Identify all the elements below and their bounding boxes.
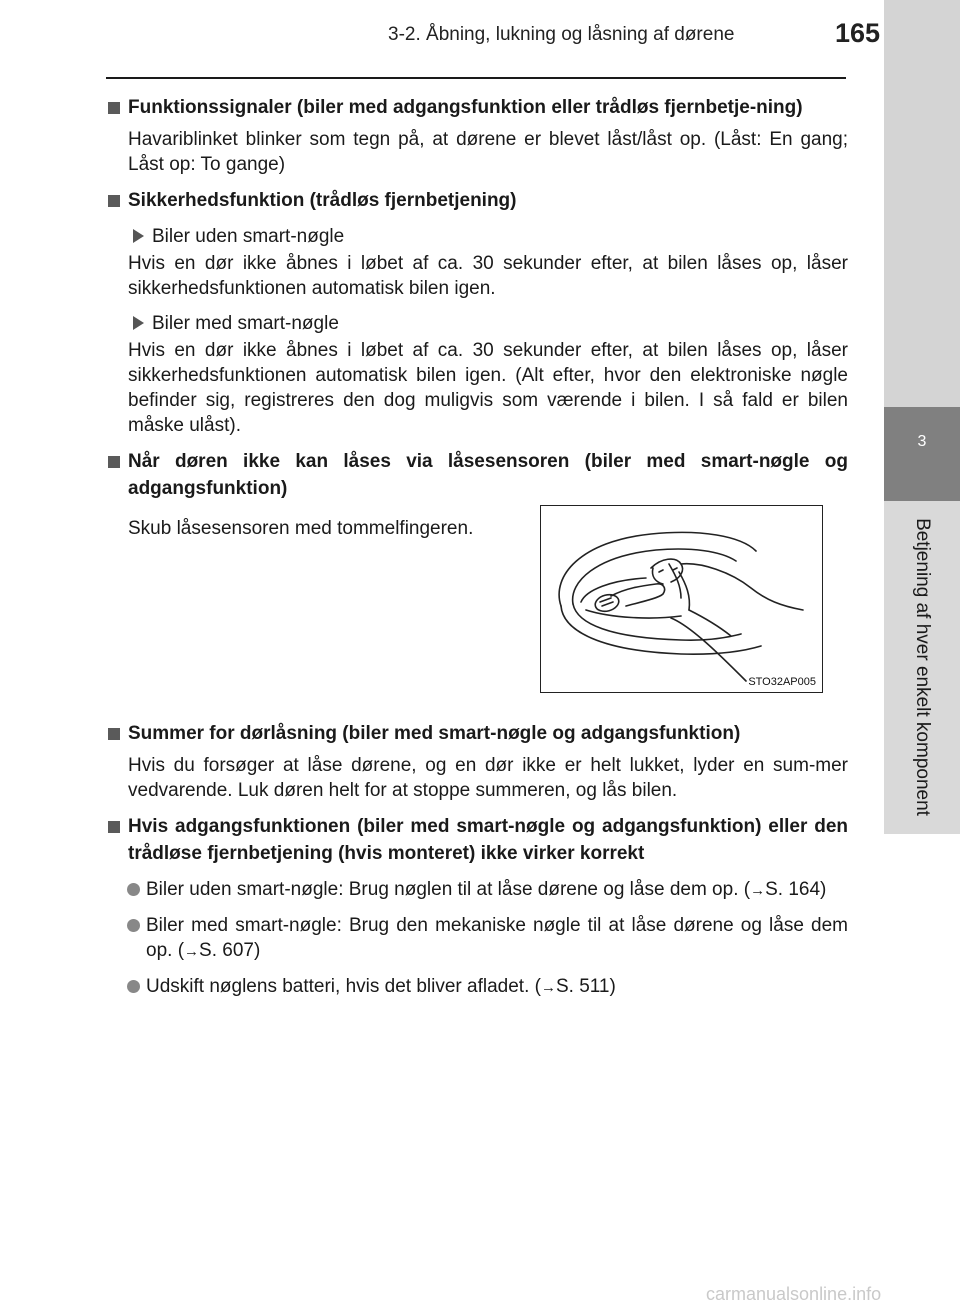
section-heading xyxy=(106,720,848,747)
paragraph: Havariblinket blinker som tegn på, at dørene er blevet låst/låst op. (Låst: En gang; Låst op: To gange) xyxy=(128,129,848,175)
arrow-right-icon: → xyxy=(540,979,556,996)
page-reference[interactable]: S. 164 xyxy=(765,879,821,900)
heading-text: Sikkerhedsfunktion (trådløs fjernbetjening) xyxy=(128,190,517,211)
heading-text: Summer for dørlåsning (biler med smart-nøgle og adgangsfunktion) xyxy=(128,723,741,744)
chapter-side-tab xyxy=(884,0,960,1308)
square-bullet-icon xyxy=(108,195,120,207)
sub-heading-text: Biler med smart-nøgle xyxy=(152,313,339,334)
heading-text: Når døren ikke kan låses via låsesensoren (biler med smart-nøgle og adgangsfunktion) xyxy=(128,451,848,499)
round-bullet-icon xyxy=(127,980,140,993)
list-item: Biler med smart-nøgle: Brug den mekaniske nøgle til at låse dørene og låse dem op. (→S. 607) xyxy=(106,913,848,964)
page-reference[interactable]: S. 511 xyxy=(555,976,610,997)
running-header: 3-2. Åbning, lukning og låsning af dørene xyxy=(388,24,735,45)
section-heading xyxy=(106,94,848,121)
triangle-bullet-icon xyxy=(133,229,144,243)
chapter-title: Betjening af hver enkelt komponent xyxy=(912,518,933,816)
figure-code: STO32AP005 xyxy=(748,676,816,688)
section-heading xyxy=(106,187,848,214)
sub-heading xyxy=(106,311,848,336)
chapter-number: 3 xyxy=(884,407,960,501)
list-item-text: Biler med smart-nøgle: Brug den mekaniske nøgle til at låse dørene og låse dem op. xyxy=(146,915,848,961)
list-item: Biler uden smart-nøgle: Brug nøglen til at låse dørene og låse dem op. (→S. 164) xyxy=(106,877,848,903)
square-bullet-icon xyxy=(108,728,120,740)
arrow-right-icon: → xyxy=(750,882,766,899)
triangle-bullet-icon xyxy=(133,316,144,330)
paragraph: Hvis du forsøger at låse dørene, og en dør ikke er helt lukket, lyder en sum-mer vedvarende. Luk døren helt for at stoppe summeren, og lås bilen. xyxy=(128,755,848,801)
page-number: 165 xyxy=(834,18,880,48)
section-heading xyxy=(106,813,848,867)
round-bullet-icon xyxy=(127,919,140,932)
arrow-right-icon: → xyxy=(184,943,200,960)
square-bullet-icon xyxy=(108,821,120,833)
list-item-text: Biler uden smart-nøgle: Brug nøglen til at låse dørene og låse dem op. xyxy=(146,879,739,900)
round-bullet-icon xyxy=(127,883,140,896)
heading-text: Funktionssignaler (biler med adgangsfunktion eller trådløs fjernbetje-ning) xyxy=(128,97,803,118)
hand-on-door-handle-icon xyxy=(541,506,822,692)
header-rule xyxy=(106,77,846,79)
paragraph: Hvis en dør ikke åbnes i løbet af ca. 30 sekunder efter, at bilen låses op, låser sikkerhedsfunktionen automatisk bilen igen. (Alt efter, hvor den elektroniske nøgle befinder sig, registreres den dog muligvis som værende i bilen. I så fald er bilen måske ulåst). xyxy=(128,340,848,436)
watermark-text: carmanualsonline.info xyxy=(706,1284,882,1304)
paragraph: Hvis en dør ikke åbnes i løbet af ca. 30 sekunder efter, at bilen låses op, låser sikkerhedsfunktionen automatisk bilen igen. xyxy=(128,253,848,299)
section-heading xyxy=(106,448,848,502)
sub-heading-text: Biler uden smart-nøgle xyxy=(152,226,345,247)
square-bullet-icon xyxy=(108,456,120,468)
side-tab-top-block xyxy=(884,0,960,407)
page-reference[interactable]: S. 607 xyxy=(199,940,254,961)
sub-heading xyxy=(106,224,848,249)
list-item-text: Udskift nøglens batteri, hvis det bliver afladet. xyxy=(146,976,530,997)
door-handle-illustration xyxy=(540,505,823,693)
square-bullet-icon xyxy=(108,102,120,114)
side-tab-bottom xyxy=(884,834,960,1308)
heading-text: Hvis adgangsfunktionen (biler med smart-nøgle og adgangsfunktion) eller den trådløse fjernbetjening (hvis monteret) ikke virker korrekt xyxy=(128,816,848,864)
list-item: Udskift nøglens batteri, hvis det bliver afladet. (→S. 511) xyxy=(106,974,848,1000)
paragraph: Skub låsesensoren med tommelfingeren. xyxy=(128,518,474,539)
